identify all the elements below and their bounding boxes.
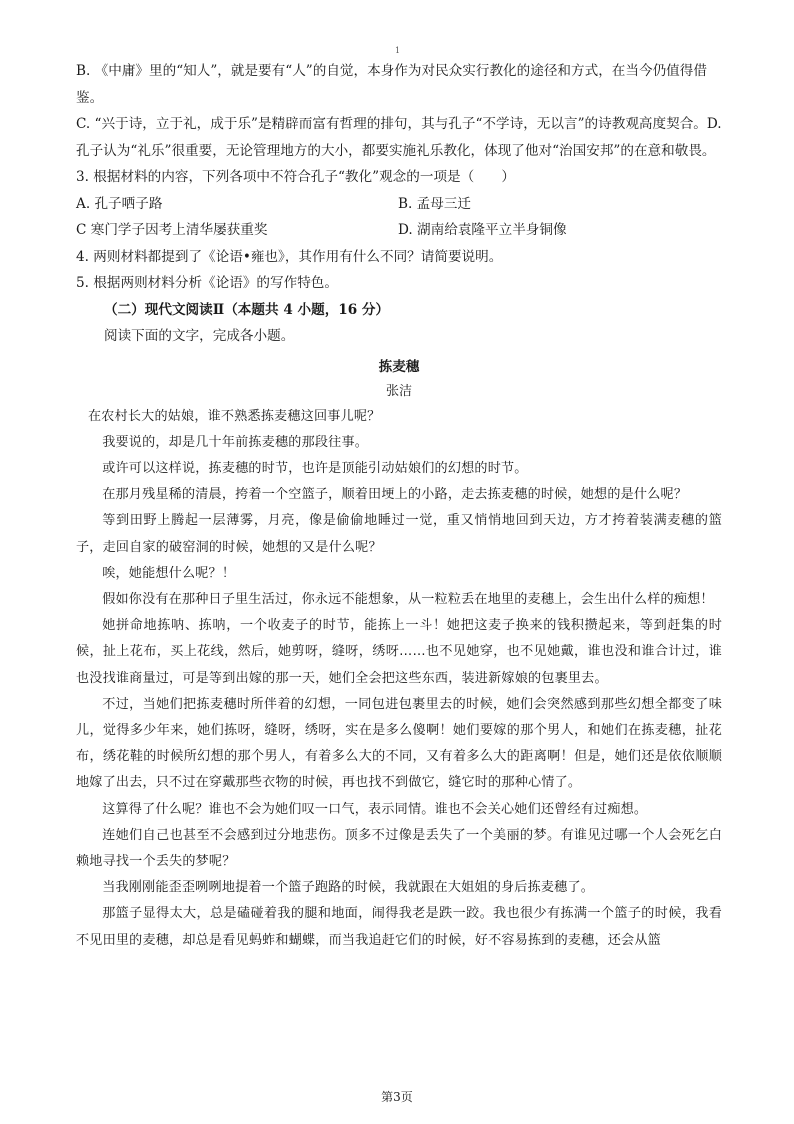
- article-title: 拣麦穗: [378, 358, 420, 375]
- question-3-stem: 3. 根据材料的内容，下列各项中不符合孔子“教化”观念的一项是（ ）: [76, 169, 516, 185]
- article-paragraph: 我要说的，却是几十年前拣麦穗的那段往事。: [102, 434, 369, 450]
- section-heading: （二）现代文阅读Ⅱ（本题共 4 小题，16 分）: [104, 301, 390, 318]
- article-paragraph: 假如你没有在那种日子里生活过，你永远不能想象，从一粒粒丢在地里的麦穗上，会生出什么样的痴想！: [102, 591, 714, 607]
- option-b-prev: B. 《中庸》里的“知人”，就是要有“人”的自觉，本身作为对民众实行教化的途径和方式，在当今仍值得借鉴。: [76, 63, 707, 106]
- page-top-mark: 1: [395, 46, 401, 55]
- article-author: 张洁: [385, 383, 412, 399]
- article-paragraph: 这算得了什么呢？谁也不会为她们叹一口气，表示同情。谁也不会关心她们还曾经有过痴想。: [102, 801, 648, 817]
- question-5: 5. 根据两则材料分析《论语》的写作特色。: [76, 275, 338, 291]
- article-paragraph: 或许可以这样说，拣麦穗的时节，也许是顶能引动姑娘们的幻想的时节。: [102, 460, 528, 476]
- page-number: 第3页: [381, 1090, 413, 1104]
- question-3-options-row-2: [76, 217, 722, 244]
- question-3-options-row-1: [76, 191, 722, 218]
- option-c-d-prev: C. “兴于诗，立于礼，成于乐”是精辟而富有哲理的排句，其与孔子“不学诗，无以言”的诗教观高度契合。D. 孔子认为“礼乐”很重要，无论管理地方的大小，都要实施礼乐教化，体现了他对“治国安邦”的在意和敬畏。: [76, 116, 722, 159]
- article-paragraph: 在农村长大的姑娘，谁不熟悉拣麦穗这回事儿呢？: [88, 408, 381, 424]
- article-paragraph: 连她们自己也甚至不会感到过分地悲伤。顶多不过像是丢失了一个美丽的梦。有谁见过哪一个人会死乞白赖地寻找一个丢失的梦呢？: [76, 827, 722, 869]
- article-paragraph: 那篮子显得太大，总是磕碰着我的腿和地面，闹得我老是跌一跤。我也很少有拣满一个篮子的时候，我看不见田里的麦穗，却总是看见蚂蚱和蝴蝶，而当我追赶它们的时候，好不容易拣到的麦穗，还会从篮: [76, 906, 722, 948]
- q3-option-a: A. 孔子哂子路: [76, 195, 163, 212]
- article-paragraph: 当我刚刚能歪歪咧咧地提着一个篮子跑路的时候，我就跟在大姐姐的身后拣麦穗了。: [102, 880, 595, 896]
- article-paragraph: 在那月残星稀的清晨，挎着一个空篮子，顺着田埂上的小路，走去拣麦穗的时候，她想的是什么呢？: [102, 487, 688, 503]
- reading-instruction: 阅读下面的文字，完成各小题。: [104, 328, 295, 344]
- q3-option-d: D. 湖南给袁隆平立半身铜像: [398, 222, 567, 238]
- q3-option-c: C 寒门学子因考上清华屡获重奖: [76, 222, 268, 238]
- article-paragraph: 等到田野上腾起一层薄雾，月亮，像是偷偷地睡过一觉，重又悄悄地回到天边，方才挎着装满麦穗的篮子，走回自家的破窑洞的时候，她想的又是什么呢？: [76, 513, 722, 555]
- article-paragraph: 她拼命地拣呐、拣呐，一个收麦子的时节，能拣上一斗！她把这麦子换来的钱积攒起来，等到赶集的时候，扯上花布，买上花线，然后，她剪呀，缝呀，绣呀……也不见她穿，也不见她戴，谁也没和谁合计过，谁也没找谁商量过，可是等到出嫁的那一天，她们全会把这些东西，装进新嫁娘的包裹里去。: [76, 618, 722, 686]
- question-4: 4. 两则材料都提到了《论语•雍也》，其作用有什么不同？请简要说明。: [76, 248, 503, 265]
- page-content: [76, 58, 722, 954]
- article-paragraph: 唉，她能想什么呢？！: [102, 565, 236, 581]
- q3-option-b: B. 孟母三迁: [398, 195, 472, 212]
- article-paragraph: 不过，当她们把拣麦穗时所伴着的幻想，一同包进包裹里去的时候，她们会突然感到那些幻想全都变了味儿，觉得多少年来，她们拣呀，缝呀，绣呀，实在是多么傻啊！她们要嫁的那个男人，和她们在拣麦穗，扯花布，绣花鞋的时候所幻想的那个男人，有着多么大的不同，又有着多么大的距离啊！但是，她们还是依依顺顺地嫁了出去，只不过在穿戴那些衣物的时候，再也找不到做它，缝它时的那种心情了。: [76, 696, 722, 791]
